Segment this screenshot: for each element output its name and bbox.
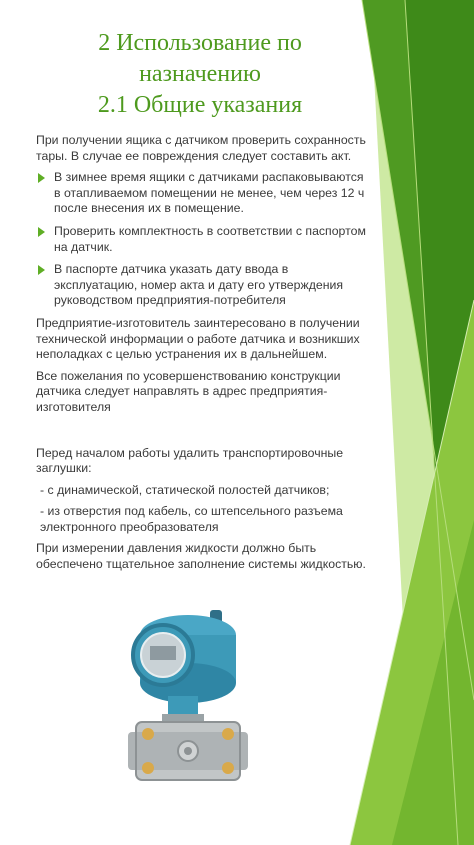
bullet-item — [36, 262, 366, 309]
pressure-transmitter-icon — [118, 600, 258, 800]
bullet-item — [36, 224, 366, 255]
plugs-paragraph: Перед началом работы удалить транспортировочные заглушки: — [36, 445, 344, 476]
bullet-list — [36, 170, 366, 309]
slide-title — [30, 28, 370, 121]
bullet-text: В зимнее время ящики с датчиками распаковываются в отапливаемом помещении не менее, чем через 12 ч после внесения их в помещение. — [54, 170, 365, 216]
triangle-arrow-icon — [38, 227, 45, 237]
bullet-item — [36, 170, 366, 217]
title-line-1: 2 Использование по — [98, 30, 302, 56]
title-line-2: назначению — [139, 61, 261, 87]
spacer — [36, 422, 366, 446]
slide-body — [36, 133, 366, 579]
triangle-arrow-icon — [38, 265, 45, 275]
title-line-3: 2.1 Общие указания — [97, 92, 303, 118]
triangle-arrow-icon — [38, 173, 45, 183]
bullet-text: Проверить комплектность в соответствии с паспортом на датчик. — [54, 223, 366, 254]
bullet-text: В паспорте датчика указать дату ввода в эксплуатацию, номер акта и дату его утверждения руководством предприятия-потребителя — [54, 262, 344, 308]
dash-item: - из отверстия под кабель, со штепсельного разъема электронного преобразователя — [40, 504, 343, 534]
liquid-paragraph: При измерении давления жидкости должно быть обеспечено тщательное заполнение системы жидкостью. — [36, 541, 366, 572]
dash-item: - с динамической, статической полостей датчиков; — [40, 482, 330, 497]
manufacturer-paragraph: Предприятие-изготовитель заинтересовано в получении технической информации о работе датчика и возникших неполадках с целью устранения их в дальнейшем. — [36, 315, 360, 362]
intro-paragraph: При получении ящика с датчиком проверить сохранность тары. В случае ее повреждения следует составить акт. — [36, 133, 366, 163]
suggestions-paragraph: Все пожелания по усовершенствованию конструкции датчика следует направлять в адрес предприятия-изготовителя — [36, 368, 341, 414]
